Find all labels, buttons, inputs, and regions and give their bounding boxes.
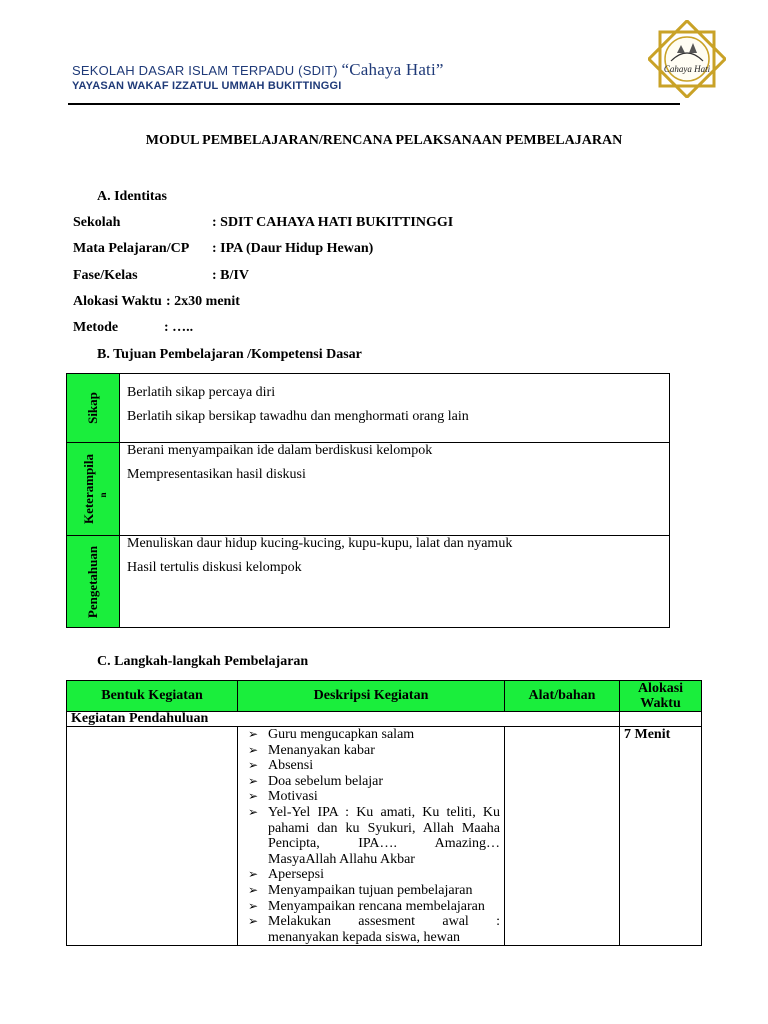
column-header: Bentuk Kegiatan [67,681,238,712]
header-divider [68,103,680,105]
school-logo [648,20,726,98]
arrow-bullet-icon: ➢ [248,727,259,741]
activity-step: ➢ Menyampaikan rencana membelajaran [248,898,485,914]
school-name-prefix: SEKOLAH DASAR ISLAM TERPADU (SDIT) [72,63,342,78]
objectives-category-label: Sikap [85,392,100,424]
activity-step-list [238,727,500,945]
activity-step: ➢ Menanyakan kabar [248,742,375,758]
objectives-row-keterampilan [67,443,670,536]
section-empty-cell [620,712,702,727]
objectives-category-cell [67,374,120,443]
activity-step: ➢ Melakukan assesment awal : menanyakan kepada siswa, hewan [248,914,500,945]
objectives-content-cell [120,374,670,443]
objectives-row-pengetahuan [67,536,670,628]
objectives-category-cell [67,443,120,536]
column-header: Alat/bahan [505,681,620,712]
identity-label-alokasi: Alokasi Waktu [73,294,162,309]
activity-step: ➢ Menyampaikan tujuan pembelajaran [248,882,473,898]
activity-step: ➢ Apersepsi [248,867,324,883]
activity-step: ➢ Yel-Yel IPA : Ku amati, Ku teliti, Ku pahami dan ku Syukuri, Allah Maaha Pencipta, IPA…. Amazing… MasyaAllah Allahu Akbar [248,804,500,867]
steps-table [66,680,702,946]
identity-label-sekolah: Sekolah [73,215,121,230]
column-header: Alokasi Waktu [620,681,702,712]
objective-item: Berlatih sikap bersikap tawadhu dan menghormati orang lain [127,409,469,424]
identity-value-metode: : ….. [164,320,194,335]
arrow-bullet-icon: ➢ [248,898,259,913]
section-a-heading: A. Identitas [97,189,168,204]
objectives-category-label: Pengetahuan [85,545,100,618]
identity-label-metode: Metode [73,320,119,335]
identity-value-alokasi: : 2x30 menit [166,294,240,309]
identity-label-mapel: Mata Pelajaran/CP [73,241,190,256]
identity-value-fase: : B/IV [212,268,249,283]
objectives-content-cell [120,443,670,536]
materials-cell [505,727,620,946]
arrow-bullet-icon: ➢ [248,742,259,757]
time-allocation: 7 Menit [620,727,702,946]
objective-item: Menuliskan daur hidup kucing-kucing, kupu-kupu, lalat dan nyamuk [127,536,513,551]
objectives-category-cell [67,536,120,628]
steps-content-row [67,727,702,946]
objective-item: Berani menyampaikan ide dalam berdiskusi kelompok [127,443,433,458]
svg-text:Cahaya Hati: Cahaya Hati [663,64,711,74]
section-b-heading: B. Tujuan Pembelajaran /Kompetensi Dasar [97,347,362,362]
section-row [67,712,702,727]
objectives-table [66,373,670,628]
objectives-category-label-overflow: n [98,492,108,498]
arrow-bullet-icon: ➢ [248,914,259,929]
section-label: Kegiatan Pendahuluan [67,712,620,727]
activity-step: ➢ Doa sebelum belajar [248,773,384,789]
identity-value-sekolah: : SDIT CAHAYA HATI BUKITTINGGI [212,215,454,230]
arrow-bullet-icon: ➢ [248,882,259,897]
objectives-content-cell [120,536,670,628]
school-name [72,60,444,80]
objective-item: Berlatih sikap percaya diri [127,385,276,400]
school-brand: “Cahaya Hati” [341,60,444,79]
activity-step: ➢ Motivasi [248,789,318,805]
arrow-bullet-icon: ➢ [248,867,259,882]
arrow-bullet-icon: ➢ [248,804,259,819]
section-c-heading: C. Langkah-langkah Pembelajaran [97,654,309,669]
column-header: Deskripsi Kegiatan [238,681,505,712]
identity-value-mapel: : IPA (Daur Hidup Hewan) [212,241,374,256]
steps-header-row [67,681,702,712]
activity-step: ➢ Guru mengucapkan salam [248,727,415,742]
objectives-category-label: Keterampila [81,453,96,525]
activity-step: ➢ Absensi [248,758,314,774]
activity-form-cell [67,727,238,946]
arrow-bullet-icon: ➢ [248,758,259,773]
arrow-bullet-icon: ➢ [248,773,259,788]
objective-item: Hasil tertulis diskusi kelompok [127,560,302,575]
document-title: MODUL PEMBELAJARAN/RENCANA PELAKSANAAN PEMBELAJARAN [145,133,623,148]
activity-description-cell [238,727,505,946]
objectives-row-sikap [67,374,670,443]
foundation-name: YAYASAN WAKAF IZZATUL UMMAH BUKITTINGGI [72,80,342,92]
arrow-bullet-icon: ➢ [248,789,259,804]
identity-label-fase: Fase/Kelas [73,268,138,283]
objective-item: Mempresentasikan hasil diskusi [127,467,306,482]
